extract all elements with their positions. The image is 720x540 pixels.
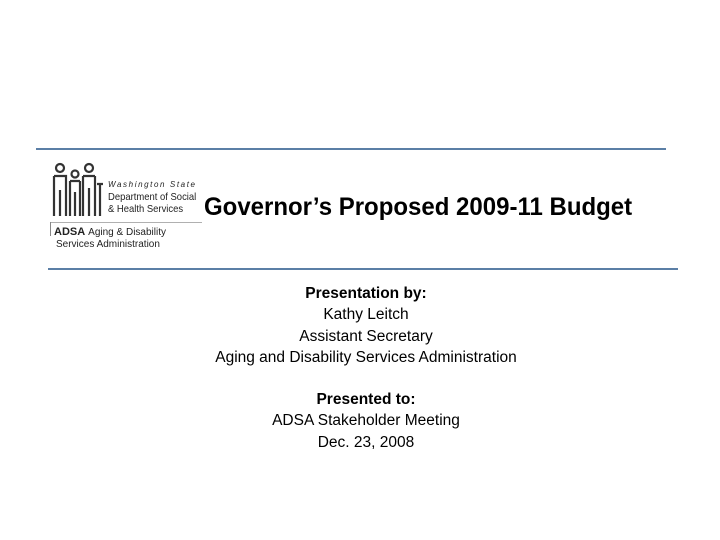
bottom-divider [48,268,678,270]
audience-event: ADSA Stakeholder Meeting [272,412,460,430]
presenter-role: Assistant Secretary [299,327,433,345]
presentation-details [0,283,720,453]
presentation-date: Dec. 23, 2008 [317,433,415,451]
slide-title: Governor’s Proposed 2009-11 Budget [204,193,633,221]
presented-to-heading: Presented to: [316,391,416,409]
spacer [0,368,720,389]
presenter-name: Kathy Leitch [323,306,409,324]
logo-tick [50,222,51,236]
logo-department-text: Department of Social & Health Services [108,191,197,215]
presenter-organization: Aging and Disability Services Administration [215,348,517,366]
logo-adsa-text: ADSA Aging & Disability [54,226,166,238]
logo-admin-text: Services Administration [56,239,160,250]
dshs-adsa-logo [50,162,202,254]
top-divider [36,148,666,150]
logo-state-text: Washington State [108,180,197,189]
logo-divider [50,222,202,223]
presentation-by-heading: Presentation by: [305,285,427,302]
family-figures-icon [50,162,104,218]
